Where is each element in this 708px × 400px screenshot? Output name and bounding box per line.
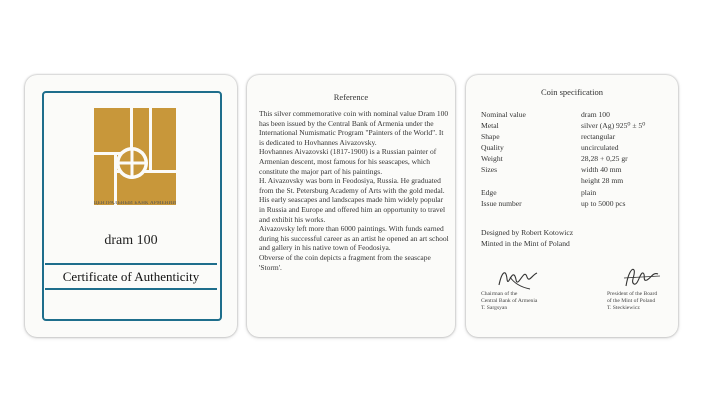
spec-label: Sizes (481, 165, 498, 174)
spec-row (481, 164, 671, 175)
logo-caption: ЦЕНТРАЛЬНЫЙ БАНК АРМЕНИИ (93, 201, 177, 206)
spec-row (481, 153, 671, 164)
central-bank-logo-icon (94, 108, 176, 205)
spec-row (481, 198, 671, 209)
spec-value: dram 100 (581, 110, 610, 119)
signatory-title: Chairman of the (481, 291, 518, 297)
spec-row (481, 131, 671, 142)
spec-value: uncirculated (581, 143, 619, 152)
spec-row (481, 187, 671, 198)
designer-credit: Designed by Robert Kotowicz (481, 228, 574, 237)
spec-row (481, 175, 671, 186)
mint-credit: Minted in the Mint of Poland (481, 239, 570, 248)
spec-label: Edge (481, 188, 497, 197)
spec-row (481, 142, 671, 153)
reference-paragraph: Obverse of the coin depicts a fragment from the seascape 'Storm'. (259, 252, 431, 272)
spec-label: Nominal value (481, 110, 526, 119)
spec-value: rectangular (581, 132, 616, 141)
title-divider-top (45, 263, 217, 265)
signatory-name: T. Steckiewicz (607, 305, 640, 311)
signatory-title: President of the Board (607, 291, 658, 297)
reference-paragraph: Aivazovsky left more than 6000 paintings. With funds earned during his successful career as an artist he opened an art school and gallery in his native town of Feodosiya. (259, 224, 449, 253)
reference-paragraph: This silver commemorative coin with nominal value Dram 100 has been issued by the Central Bank of Armenia under the International Numismatic Program "Painters of the World". It is dedicated to Hovhannes Aivazovsky. (259, 109, 449, 147)
spec-row (481, 120, 671, 131)
spec-value: plain (581, 188, 597, 197)
reference-paragraph: Hovhannes Aivazovski (1817-1900) is a Russian painter of Armenian descent, most famous for his seascapes, which constitute the major part of his paintings. (259, 147, 437, 176)
specification-heading: Coin specification (540, 87, 604, 97)
spec-row (481, 109, 671, 120)
signatory-steckiewicz (607, 291, 699, 312)
spec-value: silver (Ag) 925⁰ ± 5⁰ (581, 121, 646, 130)
signatory-title: Central Bank of Armenia (481, 298, 538, 304)
spec-label: Metal (481, 121, 499, 130)
spec-label: Issue number (481, 199, 522, 208)
spec-value: height 28 mm (581, 176, 624, 185)
signature-steckiewicz-icon (620, 264, 664, 292)
spec-value: up to 5000 pcs (581, 199, 626, 208)
signatory-name: T. Sargsyan (481, 305, 508, 311)
signatory-sargsyan (481, 291, 573, 312)
spec-label: Weight (481, 154, 503, 163)
signatory-title: of the Mint of Poland (607, 298, 656, 304)
certificate-title: Certificate of Authenticity (62, 269, 200, 284)
reference-text (259, 109, 449, 272)
spec-value: width 40 mm (581, 165, 622, 174)
signature-sargsyan-icon (496, 265, 540, 291)
reference-paragraph: H. Aivazovsky was born in Feodosiya, Russia. He graduated from the St. Petersburg Academy of Arts with the gold medal. His early seascapes and landscapes made him widely popular in Russia and Europe and offered him an opportunity to travel and exhibit his works. (259, 176, 446, 224)
reference-heading: Reference (333, 92, 369, 102)
title-divider-bottom (45, 288, 217, 290)
spec-value: 28,28 + 0,25 gr (581, 154, 628, 163)
denomination-label: dram 100 (104, 233, 158, 248)
spec-label: Shape (481, 132, 500, 141)
spec-label: Quality (481, 143, 504, 152)
